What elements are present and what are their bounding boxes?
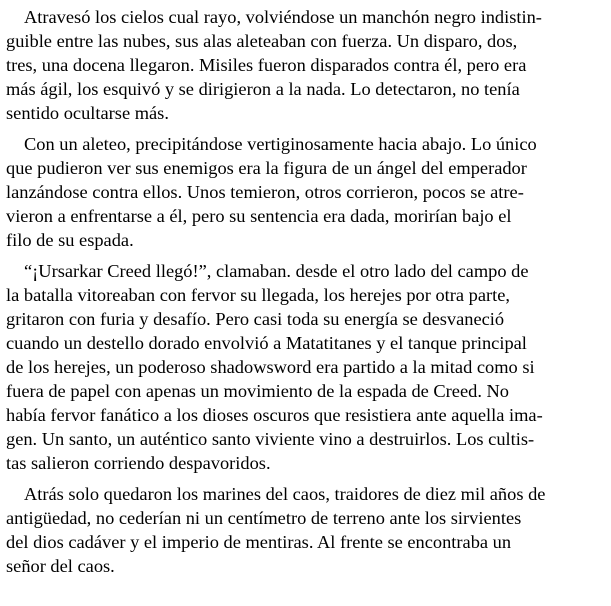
paragraph-line: señor del caos. — [6, 556, 115, 576]
paragraph-line: sentido ocultarse más. — [6, 103, 169, 123]
paragraph-line: fuera de papel con apenas un movimiento de la espada de Creed. No — [6, 381, 509, 401]
paragraph-line: Atravesó los cielos cual rayo, volviéndose un manchón negro indistin- — [24, 7, 542, 27]
paragraph-line: “¡Ursarkar Creed llegó!”, clamaban. desde el otro lado del campo de — [24, 261, 529, 281]
paragraph-line: guible entre las nubes, sus alas aleteaban con fuerza. Un disparo, dos, — [6, 31, 518, 51]
paragraph-line: Atrás solo quedaron los marines del caos, traidores de diez mil años de — [24, 484, 546, 504]
paragraph-line: más ágil, los esquivó y se dirigieron a la nada. Lo detectaron, no tenía — [6, 79, 520, 99]
paragraph-line: vieron a enfrentarse a él, pero su sentencia era dada, morirían bajo el — [6, 206, 512, 226]
paragraph-line: que pudieron ver sus enemigos era la figura de un ángel del emperador — [6, 158, 527, 178]
paragraph-line: filo de su espada. — [6, 230, 134, 250]
paragraph-line: gen. Un santo, un auténtico santo viviente vino a destruirlos. Los cultis- — [6, 429, 535, 449]
paragraph-line: había fervor fanático a los dioses oscuros que resistiera ante aquella ima- — [6, 405, 543, 425]
paragraph-line: gritaron con furia y desafío. Pero casi toda su energía se desvaneció — [6, 309, 505, 329]
paragraph-line: lanzándose contra ellos. Unos temieron, otros corrieron, pocos se atre- — [6, 182, 524, 202]
paragraph-line: antigüedad, no cederían ni un centímetro de terreno ante los sirvientes — [6, 508, 522, 528]
paragraph-line: de los herejes, un poderoso shadowsword era partido a la mitad como si — [6, 357, 535, 377]
paragraph-line: Con un aleteo, precipitándose vertiginosamente hacia abajo. Lo único — [24, 134, 537, 154]
paragraph-line: del dios cadáver y el imperio de mentiras. Al frente se encontraba un — [6, 532, 512, 552]
paragraph-line: tas salieron corriendo despavoridos. — [6, 453, 271, 473]
paragraph-line: la batalla vitoreaban con fervor su llegada, los herejes por otra parte, — [6, 285, 510, 305]
paragraph-line: cuando un destello dorado envolvió a Matatitanes y el tanque principal — [6, 333, 527, 353]
paragraph-line: tres, una docena llegaron. Misiles fueron disparados contra él, pero era — [6, 55, 527, 75]
